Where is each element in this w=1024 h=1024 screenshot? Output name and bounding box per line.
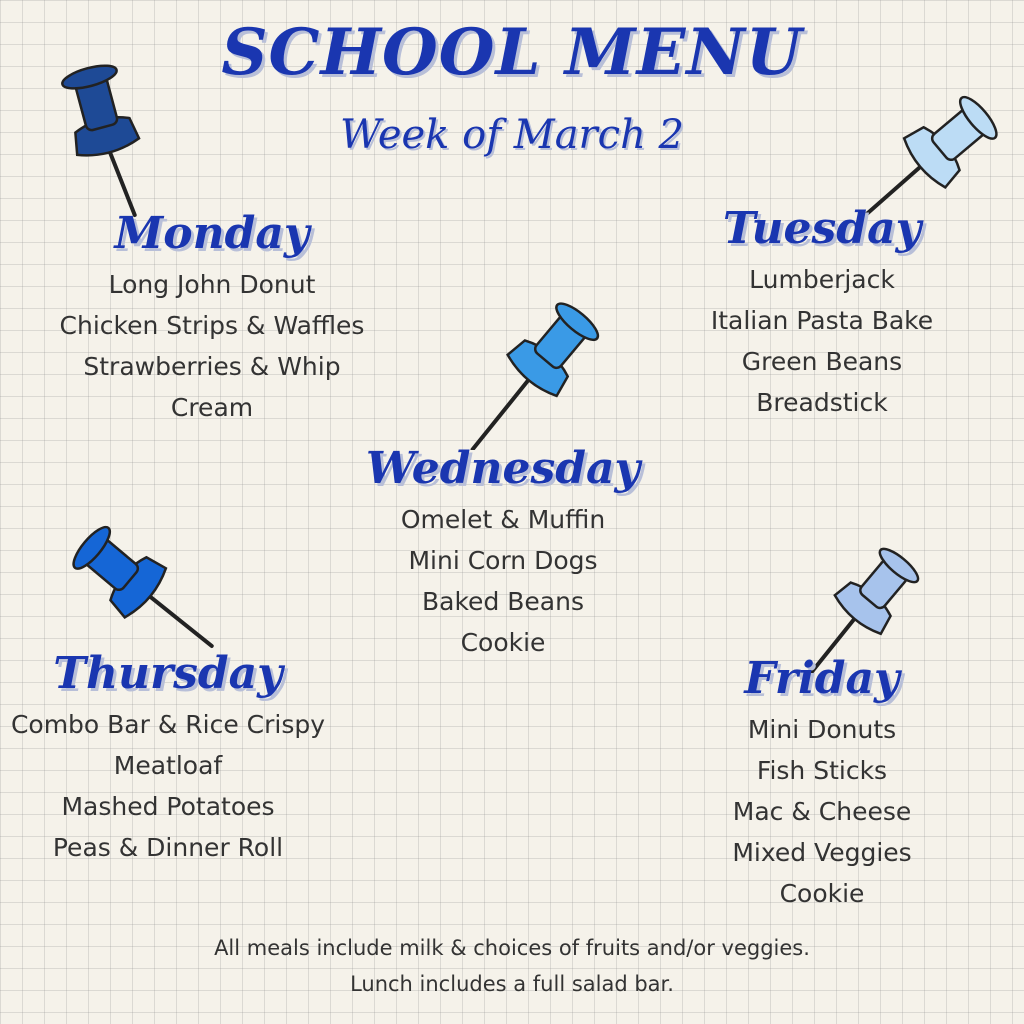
menu-item: Peas & Dinner Roll [52,833,284,863]
menu-item: Mixed Veggies [732,838,912,868]
menu-item: Combo Bar & Rice Crispy [10,710,326,740]
menu-item: Mac & Cheese [732,797,912,827]
menu-item: Mini Corn Dogs [408,546,598,576]
menu-item: Mini Donuts [747,715,897,745]
menu-item: Cookie [460,628,546,658]
menu-item: Mashed Potatoes [61,792,275,822]
menu-item-list [0,704,336,868]
menu-item-list [360,499,646,663]
menu-item-list [700,709,944,914]
day-heading: Wednesday [365,443,641,494]
day-wednesday [360,445,646,663]
menu-item-list [30,264,394,428]
day-thursday [0,650,336,868]
day-heading: Friday [744,653,900,704]
menu-item-list [700,259,944,423]
day-monday [30,210,394,428]
menu-item: Cream [170,393,254,423]
menu-item: Italian Pasta Bake [710,306,934,336]
menu-item: Strawberries & Whip [83,352,341,382]
menu-item: Green Beans [741,347,903,377]
day-tuesday [700,205,944,423]
footer-note: Lunch includes a full salad bar. [350,972,674,996]
push-pin-icon [55,55,165,225]
menu-title: SCHOOL MENU [221,15,803,90]
day-heading: Tuesday [722,203,922,254]
menu-item: Lumberjack [749,265,895,295]
menu-item: Fish Sticks [756,756,888,786]
menu-item: Long John Donut [108,270,316,300]
push-pin-icon [465,300,605,450]
day-heading: Monday [114,208,310,259]
day-heading: Thursday [53,648,283,699]
menu-item: Omelet & Muffin [400,505,606,535]
menu-subtitle: Week of March 2 [339,112,684,158]
menu-item: Baked Beans [422,587,584,617]
menu-item: Meatloaf [113,751,223,781]
menu-item: Breadstick [756,388,888,418]
menu-item: Cookie [779,879,865,909]
day-friday [700,655,944,914]
footer-note: All meals include milk & choices of fruits and/or veggies. [214,936,810,960]
menu-item: Chicken Strips & Waffles [59,311,365,341]
push-pin-icon [850,90,1020,220]
